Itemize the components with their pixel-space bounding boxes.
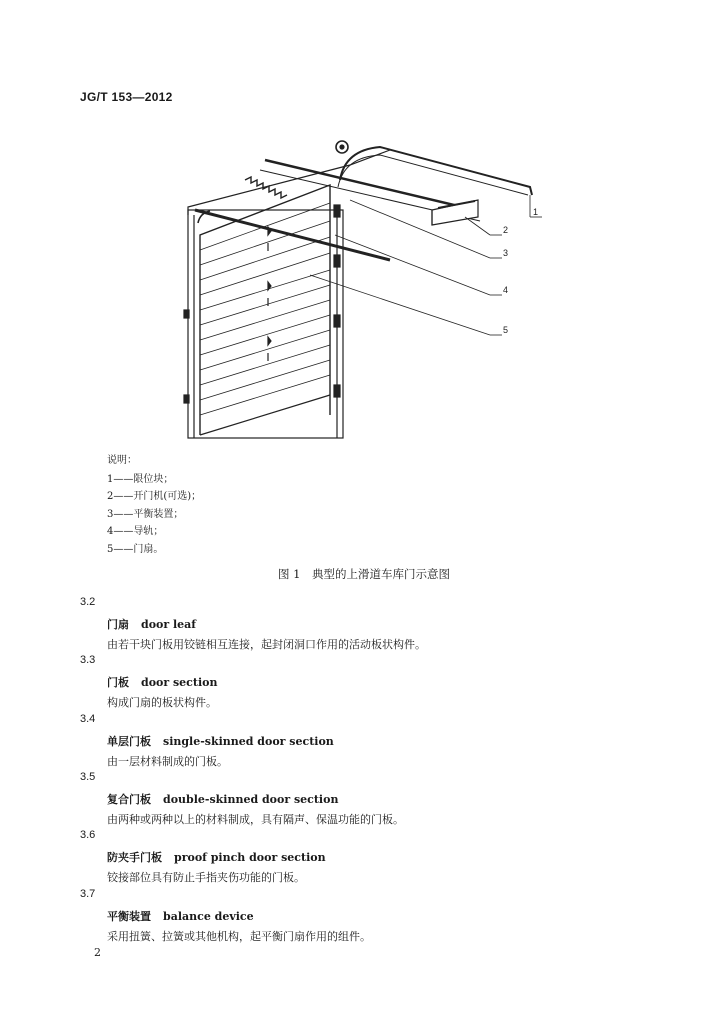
term-zh: 门板 bbox=[107, 676, 129, 689]
legend-item: 1——限位块； bbox=[107, 473, 174, 485]
section-number: 3.4 bbox=[80, 713, 96, 725]
definition: 铰接部位具有防止手指夹伤功能的门板。 bbox=[107, 871, 305, 884]
callout-3: 3 bbox=[503, 248, 509, 258]
term-en: balance device bbox=[163, 910, 254, 923]
legend-item: 3——平衡装置； bbox=[107, 508, 184, 520]
legend-item: 2——开门机(可选)； bbox=[107, 491, 202, 502]
term-zh: 复合门板 bbox=[107, 793, 151, 806]
term-en: proof pinch door section bbox=[174, 851, 326, 864]
term-zh: 门扇 bbox=[107, 618, 129, 631]
legend-item: 4——导轨； bbox=[107, 526, 164, 537]
section-number: 3.6 bbox=[80, 829, 96, 841]
figure-legend bbox=[107, 452, 201, 558]
definition: 由若干块门板用铰链相互连接，起封闭洞口作用的活动板状构件。 bbox=[107, 638, 426, 651]
definition: 由一层材料制成的门板。 bbox=[107, 755, 228, 768]
garage-door-figure bbox=[170, 125, 570, 455]
section-number: 3.5 bbox=[80, 771, 96, 783]
term-en: door section bbox=[141, 676, 218, 689]
term-en: double-skinned door section bbox=[163, 793, 339, 806]
callout-1: 1 bbox=[533, 207, 539, 217]
callout-5: 5 bbox=[503, 325, 509, 335]
term bbox=[107, 674, 217, 690]
garage-door-diagram bbox=[170, 125, 570, 455]
section-number: 3.3 bbox=[80, 654, 96, 666]
term-zh: 防夹手门板 bbox=[107, 851, 162, 864]
figure-caption: 图 1 典型的上滑道车库门示意图 bbox=[278, 567, 450, 581]
definition: 构成门扇的板状构件。 bbox=[107, 696, 217, 709]
legend-item: 5——门扇。 bbox=[107, 543, 164, 555]
term bbox=[107, 791, 338, 807]
term bbox=[107, 849, 326, 865]
door-leaf bbox=[200, 185, 330, 435]
standard-code-header: JG/T 153—2012 bbox=[80, 90, 173, 104]
term-zh: 平衡装置 bbox=[107, 910, 151, 923]
term bbox=[107, 733, 334, 749]
legend-title: 说明： bbox=[107, 455, 137, 466]
definition: 采用扭簧、拉簧或其他机构，起平衡门扇作用的组件。 bbox=[107, 930, 371, 943]
callout-4: 4 bbox=[503, 285, 509, 295]
leader-lines bbox=[310, 195, 542, 335]
top-track bbox=[188, 141, 532, 260]
page-number: 2 bbox=[94, 946, 101, 959]
callout-2: 2 bbox=[503, 225, 509, 235]
term bbox=[107, 616, 196, 632]
term-en: door leaf bbox=[141, 618, 197, 631]
term-zh: 单层门板 bbox=[107, 735, 151, 748]
term bbox=[107, 908, 254, 924]
section-number: 3.2 bbox=[80, 596, 96, 608]
door-frame bbox=[188, 210, 343, 438]
section-number: 3.7 bbox=[80, 888, 96, 900]
term-en: single-skinned door section bbox=[163, 735, 334, 748]
definition: 由两种或两种以上的材料制成，具有隔声、保温功能的门板。 bbox=[107, 813, 404, 826]
